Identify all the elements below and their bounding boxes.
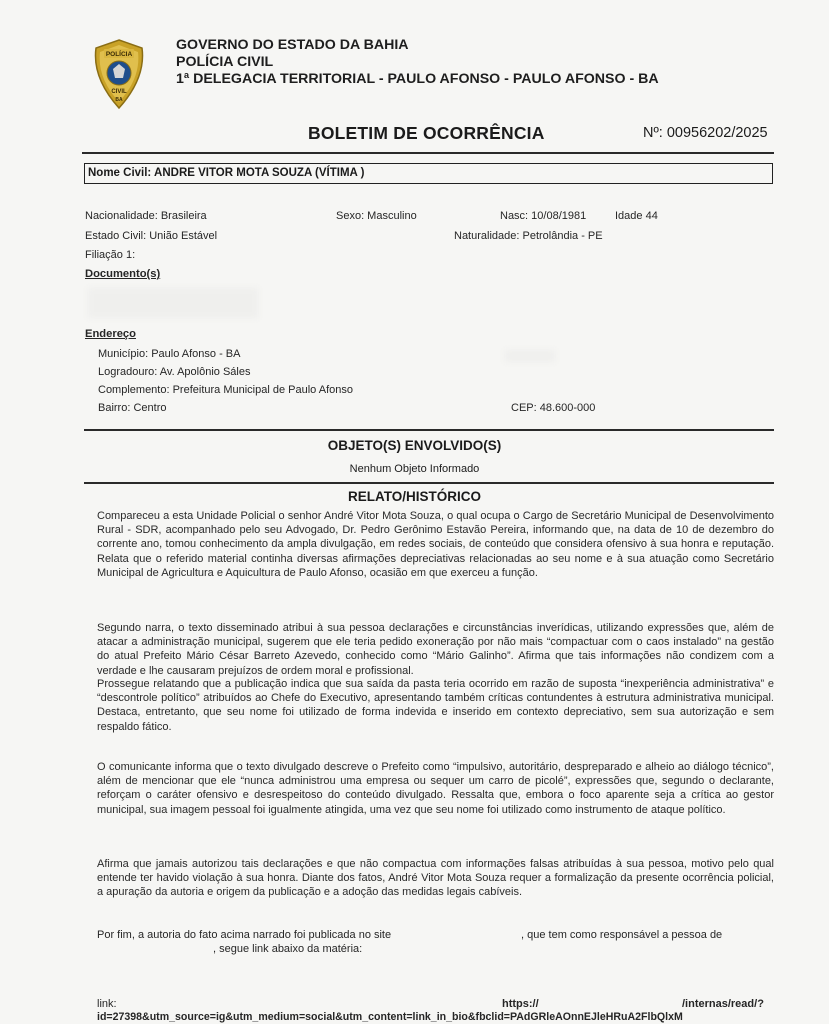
header-police: POLÍCIA CIVIL bbox=[176, 54, 274, 70]
endereco-label: Endereço bbox=[85, 328, 136, 340]
idade: Idade 44 bbox=[615, 210, 658, 222]
sexo: Sexo: Masculino bbox=[336, 210, 417, 222]
victim-name: Nome Civil: ANDRE VITOR MOTA SOUZA (VÍTIMA ) bbox=[88, 167, 365, 179]
relato-paragraph-6-end: , segue link abaixo da matéria: bbox=[213, 943, 363, 955]
data-nascimento: Nasc: 10/08/1981 bbox=[500, 210, 587, 222]
badge-bottom-text: BA bbox=[115, 97, 123, 103]
objects-title: OBJETO(S) ENVOLVIDO(S) bbox=[327, 438, 502, 453]
naturalidade: Naturalidade: Petrolândia - PE bbox=[454, 230, 603, 242]
badge-top-text: POLÍCIA bbox=[105, 51, 133, 58]
relato-paragraph-6-start: Por fim, a autoria do fato acima narrado foi publicada no site bbox=[97, 929, 392, 941]
relato-paragraph-2: Segundo narra, o texto disseminado atribui à sua pessoa declarações e circunstâncias inverídicas, utilizando expressões que, além de atacar a administração municipal, sugerem que ele teria pedido exoneração por não mais “compactuar com o caos instalado” na gestão do atual Prefeito Mário César Barreto Azevedo, conhecido como “Mário Galinho”. Afirma que tais informações não condizem com a verdade e lhe causaram prejuízos de ordem moral e profissional. bbox=[97, 622, 774, 677]
bairro: Bairro: Centro bbox=[98, 402, 167, 414]
link-prefix[interactable]: https:// bbox=[502, 998, 539, 1010]
relato-paragraph-6-middle: , que tem como responsável a pessoa de bbox=[521, 929, 723, 941]
filiacao: Filiação 1: bbox=[85, 249, 136, 261]
documentos-label: Documento(s) bbox=[85, 268, 161, 280]
badge-mid-text: CIVIL bbox=[111, 89, 127, 95]
link-url-line[interactable]: id=27398&utm_source=ig&utm_medium=social&utm_content=link_in_bio&fbclid=PAdGRleAOnnEJleHRuA2FlbQlxM bbox=[97, 1011, 683, 1023]
estado-civil: Estado Civil: União Estável bbox=[85, 230, 218, 242]
objects-divider bbox=[84, 429, 774, 431]
link-label: link: bbox=[97, 998, 117, 1010]
logradouro: Logradouro: Av. Apolônio Sáles bbox=[98, 366, 251, 378]
municipio: Município: Paulo Afonso - BA bbox=[98, 348, 241, 360]
document-number: Nº: 00956202/2025 bbox=[643, 125, 768, 141]
name-box bbox=[84, 163, 773, 184]
nacionalidade: Nacionalidade: Brasileira bbox=[85, 210, 207, 222]
relato-paragraph-4: O comunicante informa que o texto divulgado descreve o Prefeito como “impulsivo, autoritário, despreparado e alheio ao diálogo técnico”, além de mencionar que ele “nunca administrou uma empresa ou sequer um carro de picolé”, expressões que, segundo o declarante, reforçam o caráter ofensivo e desrespeitoso do conteúdo divulgado. Ressalta que, embora o foco aparente seja a crítica ao gestor municipal, sua imagem pessoal foi igualmente atingida, uma vez que seu nome foi utilizado como instrumento de ataque político. bbox=[97, 761, 774, 816]
header-delegacia: 1ª DELEGACIA TERRITORIAL - PAULO AFONSO - PAULO AFONSO - BA bbox=[176, 71, 659, 87]
redacted-number bbox=[505, 350, 555, 362]
relato-divider bbox=[84, 482, 774, 484]
complemento: Complemento: Prefeitura Municipal de Paulo Afonso bbox=[98, 384, 353, 396]
relato-title: RELATO/HISTÓRICO bbox=[347, 489, 481, 504]
document-title: BOLETIM DE OCORRÊNCIA bbox=[308, 123, 545, 143]
relato-paragraph-3: Prossegue relatando que a publicação indica que sua saída da pasta teria ocorrido em razão de suposta “inexperiência administrativa” e “descontrole político” atribuídos ao Chefe do Executivo, apresentando também críticas contundentes à estrutura administrativa municipal. Destaca, entretanto, que seu nome foi utilizado de forma indevida e inserido em contexto depreciativo, sem sua autorização e sem respaldo fático. bbox=[97, 678, 774, 733]
redacted-documents bbox=[88, 288, 258, 318]
relato-paragraph-5: Afirma que jamais autorizou tais declarações e que não compactua com informações falsas atribuídas à sua pessoa, motivo pelo qual entende ter havido violação à sua honra. Diante dos fatos, André Vitor Mota Souza requer a formalização da presente ocorrência policial, a apuração da autoria e origem da publicação e a adoção das medidas legais cabíveis. bbox=[97, 858, 774, 899]
header-block bbox=[176, 37, 659, 88]
title-divider bbox=[82, 152, 774, 154]
link-suffix[interactable]: /internas/read/? bbox=[682, 998, 764, 1010]
cep: CEP: 48.600-000 bbox=[511, 402, 596, 414]
header-government: GOVERNO DO ESTADO DA BAHIA bbox=[176, 37, 409, 53]
relato-paragraph-1: Compareceu a esta Unidade Policial o senhor André Vitor Mota Souza, o qual ocupa o Cargo de Secretário Municipal de Desenvolvimento Rural - SDR, acompanhado pelo seu Advogado, Dr. Pedro Gerônimo Estavão Pereira, informando que, na data de 10 de dezembro do corrente ano, tomou conhecimento da ampla divulgação, em redes sociais, de conteúdo que considera ofensivo à sua honra e reputação. Relata que o referido material continha diversas afirmações depreciativas relacionadas ao seu nome e à sua atuação como Secretário Municipal de Agricultura e Aquicultura de Paulo Afonso, ocasião em que exerceu a função. bbox=[97, 510, 774, 579]
objects-value: Nenhum Objeto Informado bbox=[349, 463, 480, 475]
policia-civil-badge-icon bbox=[90, 38, 148, 110]
